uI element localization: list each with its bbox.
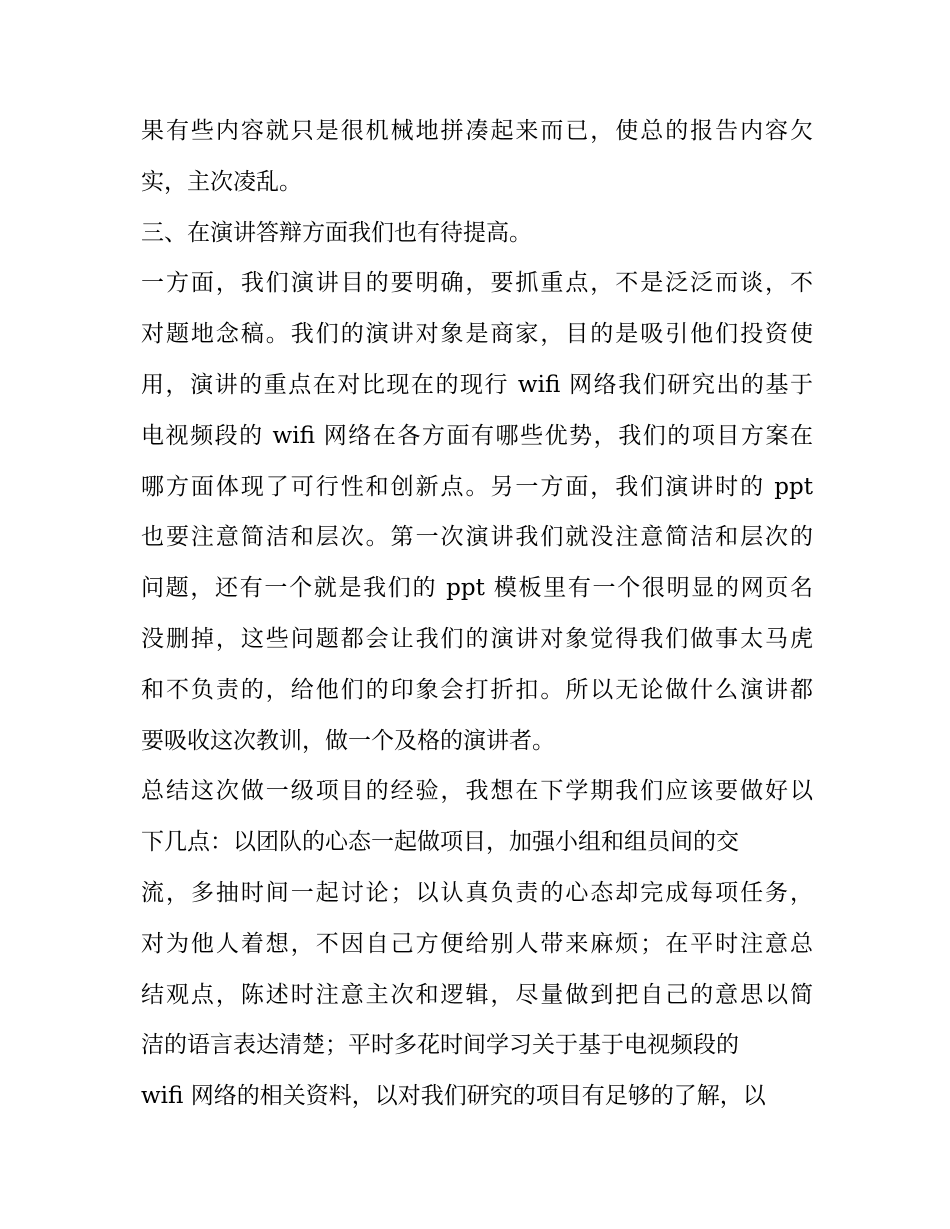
body-text — [141, 106, 813, 1122]
text-line: 哪方面体现了可行性和创新点。另一方面，我们演讲时的 ppt — [141, 473, 813, 500]
text-line: 下几点：以团队的心态一起做项目，加强小组和组员间的交 — [141, 829, 739, 856]
text-line: 流，多抽时间一起讨论；以认真负责的心态却完成每项任务， — [141, 879, 813, 906]
text-line: 也要注意简洁和层次。第一次演讲我们就没注意简洁和层次的 — [141, 524, 813, 551]
text-line: 洁的语言表达清楚；平时多花时间学习关于基于电视频段的 — [141, 1032, 739, 1059]
text-line: 结观点，陈述时注意主次和逻辑，尽量做到把自己的意思以简 — [141, 981, 813, 1008]
text-line: wifi 网络的相关资料，以对我们研究的项目有足够的了解，以 — [141, 1083, 766, 1110]
text-line: 果有些内容就只是很机械地拼凑起来而已，使总的报告内容欠 — [141, 118, 813, 144]
text-line: 一方面，我们演讲目的要明确，要抓重点，不是泛泛而谈，不 — [141, 270, 813, 297]
text-line: 电视频段的 wifi 网络在各方面有哪些优势，我们的项目方案在 — [141, 422, 813, 449]
text-line: 要吸收这次教训，做一个及格的演讲者。 — [141, 727, 555, 754]
text-line: 总结这次做一级项目的经验，我想在下学期我们应该要做好以 — [141, 778, 813, 805]
text-line: 问题，还有一个就是我们的 ppt 模板里有一个很明显的网页名 — [141, 575, 813, 602]
text-line: 没删掉，这些问题都会让我们的演讲对象觉得我们做事太马虎 — [141, 625, 813, 652]
text-line: 实，主次凌乱。 — [141, 168, 302, 195]
text-line: 对为他人着想，不因自己方便给别人带来麻烦；在平时注意总 — [141, 930, 813, 957]
text-line: 用，演讲的重点在对比现在的现行 wifi 网络我们研究出的基于 — [141, 371, 813, 398]
section-heading-line: 三、在演讲答辩方面我们也有待提高。 — [141, 219, 532, 246]
text-line: 对题地念稿。我们的演讲对象是商家，目的是吸引他们投资使 — [141, 321, 813, 348]
text-line: 和不负责的，给他们的印象会打折扣。所以无论做什么演讲都 — [141, 676, 813, 703]
